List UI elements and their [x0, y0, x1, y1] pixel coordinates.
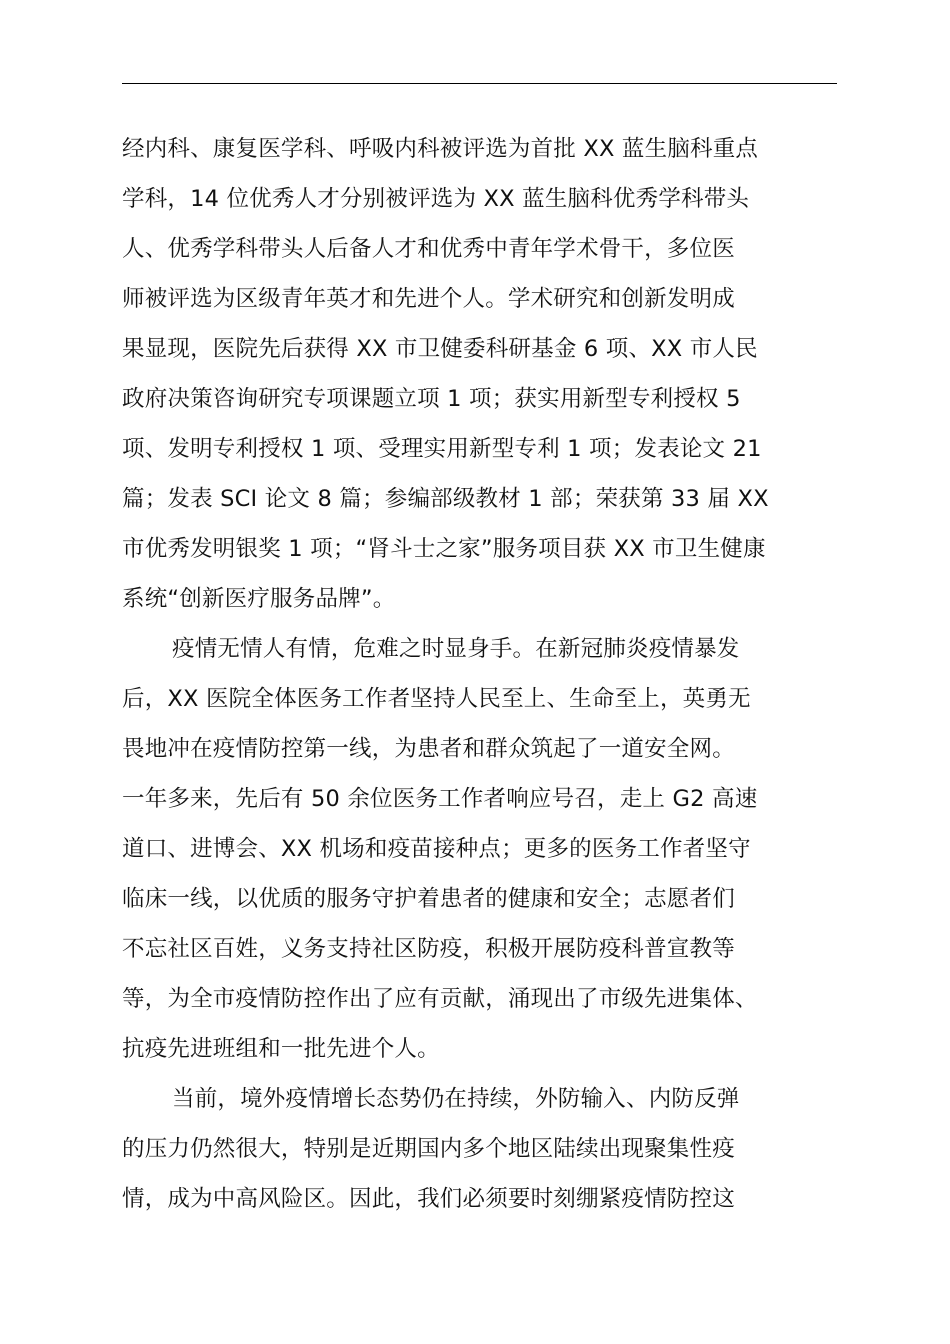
text-line: 等，为全市疫情防控作出了应有贡献，涌现出了市级先进集体、: [122, 986, 758, 1012]
text-line: 师被评选为区级青年英才和先进个人。学术研究和创新发明成: [122, 286, 735, 312]
text-line: 政府决策咨询研究专项课题立项 1 项；获实用新型专利授权 5: [122, 386, 741, 412]
text-line: 道口、进博会、XX 机场和疫苗接种点；更多的医务工作者坚守: [122, 836, 751, 862]
text-line: 临床一线，以优质的服务守护着患者的健康和安全；志愿者们: [122, 886, 735, 912]
text-line: 人、优秀学科带头人后备人才和优秀中青年学术骨干，多位医: [122, 236, 735, 262]
text-line: 果显现，医院先后获得 XX 市卫健委科研基金 6 项、XX 市人民: [122, 336, 758, 362]
text-line: 后，XX 医院全体医务工作者坚持人民至上、生命至上，英勇无: [122, 686, 751, 712]
paragraph-start-line: 疫情无情人有情，危难之时显身手。在新冠肺炎疫情暴发: [172, 636, 740, 662]
text-line: 系统“创新医疗服务品牌”。: [122, 586, 396, 612]
text-line: 一年多来，先后有 50 余位医务工作者响应号召，走上 G2 高速: [122, 786, 758, 812]
text-line: 不忘社区百姓，义务支持社区防疫，积极开展防疫科普宣教等: [122, 936, 735, 962]
paragraph-start-line: 当前，境外疫情增长态势仍在持续，外防输入、内防反弹: [172, 1086, 740, 1112]
text-line: 畏地冲在疫情防控第一线，为患者和群众筑起了一道安全网。: [122, 736, 735, 762]
body-text: [122, 124, 862, 1224]
text-line: 经内科、康复医学科、呼吸内科被评选为首批 XX 蓝生脑科重点: [122, 136, 759, 162]
text-line: 情，成为中高风险区。因此，我们必须要时刻绷紧疫情防控这: [122, 1186, 735, 1212]
text-line: 篇；发表 SCI 论文 8 篇；参编部级教材 1 部；荣获第 33 届 XX: [122, 486, 769, 512]
text-line: 项、发明专利授权 1 项、受理实用新型专利 1 项；发表论文 21: [122, 436, 762, 462]
text-line: 学科，14 位优秀人才分别被评选为 XX 蓝生脑科优秀学科带头: [122, 186, 750, 212]
text-line: 市优秀发明银奖 1 项；“肾斗士之家”服务项目获 XX 市卫生健康: [122, 536, 766, 562]
header-rule: [122, 83, 837, 84]
text-line: 抗疫先进班组和一批先进个人。: [122, 1036, 440, 1062]
text-line: 的压力仍然很大，特别是近期国内多个地区陆续出现聚集性疫: [122, 1136, 735, 1162]
